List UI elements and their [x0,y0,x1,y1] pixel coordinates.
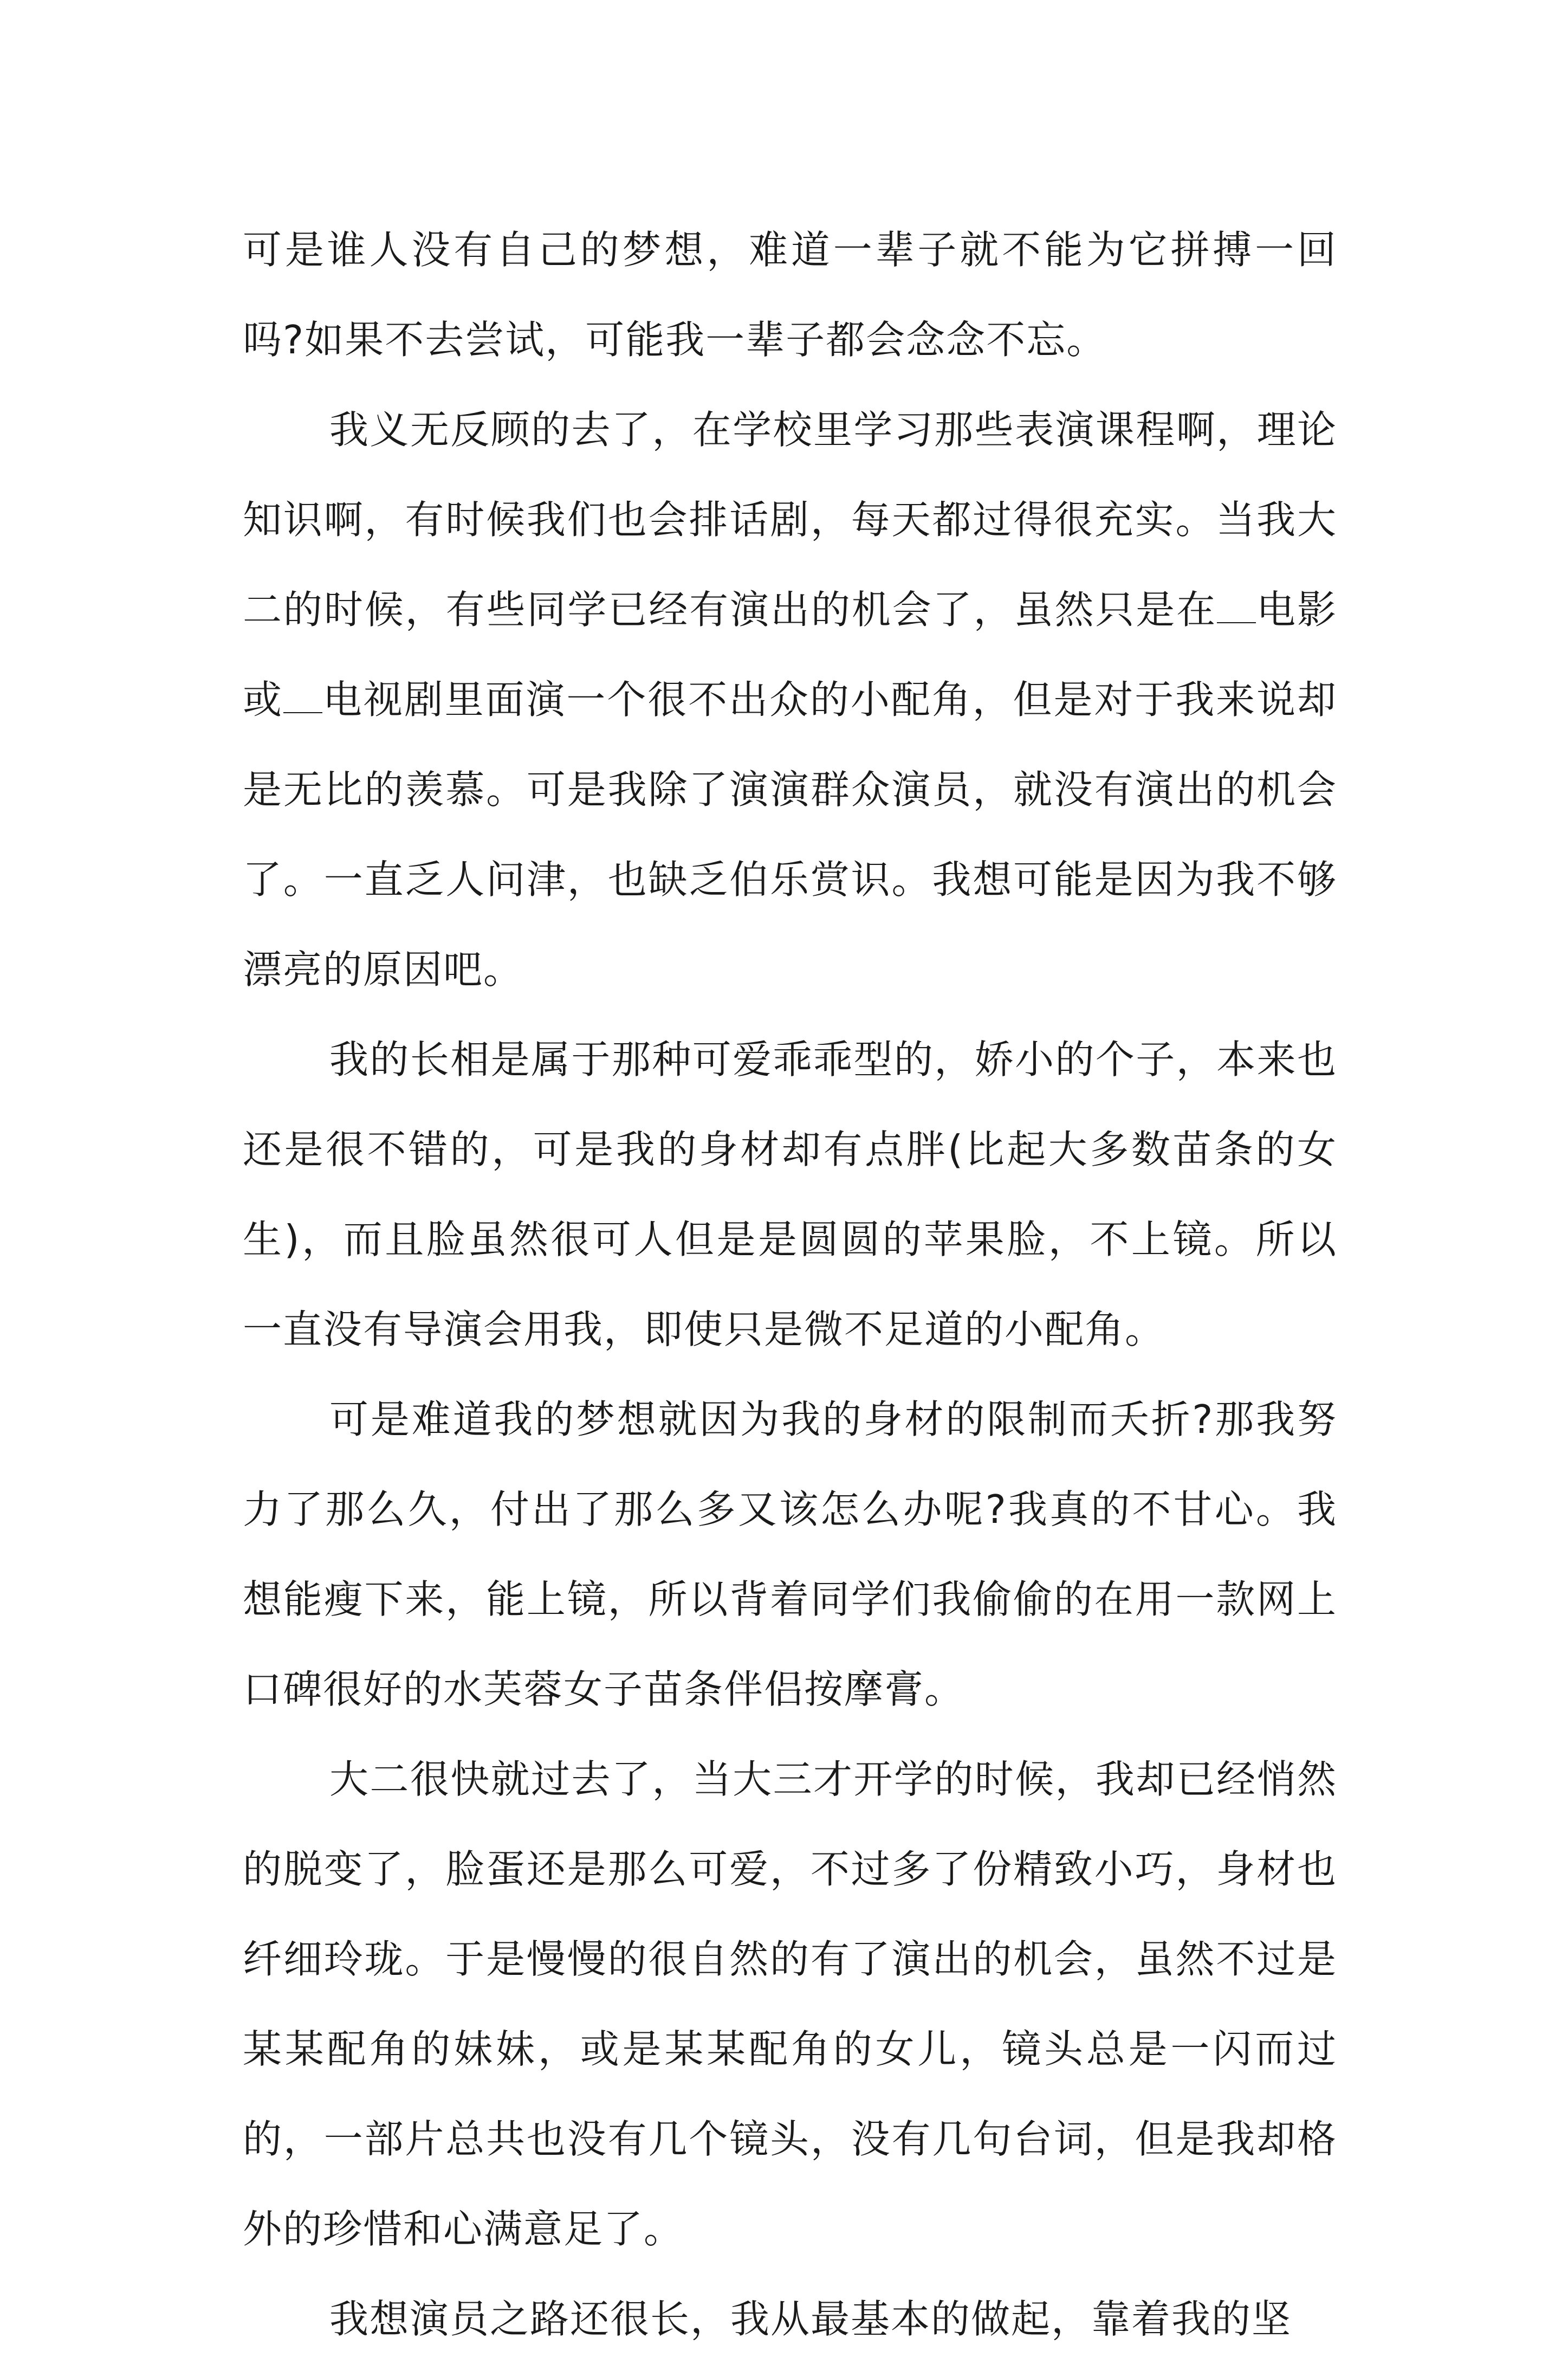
paragraph-6: 我想演员之路还很长，我从最基本的做起，靠着我的坚 [329,2296,1292,2342]
paragraph-3: 我的长相是属于那种可爱乖乖型的，娇小的个子，本来也还是很不错的，可是我的身材却有点胖(比起大多数苗条的女生)，而且脸虽然很可人但是是圆圆的苹果脸，不上镜。所以一直没有导演会用我，即使只是微不足道的小配角。 [243,1037,1337,1352]
paragraph-5: 大二很快就过去了，当大三才开学的时候，我却已经悄然的脱变了，脸蛋还是那么可爱，不过多了份精致小巧，身材也纤细玲珑。于是慢慢的很自然的有了演出的机会，虽然不过是某某配角的妹妹，或是某某配角的女儿，镜头总是一闪而过的，一部片总共也没有几个镜头，没有几句台词，但是我却格外的珍惜和心满意足了。 [243,1756,1337,2252]
paragraph-2-part-3: 电视剧里面演一个很不出众的小配角，但是对于我来说却是无比的羡慕。可是我除了演演群众演员，就没有演出的机会了。一直乏人问津，也缺乏伯乐赏识。我想可能是因为我不够漂亮的原因吧。 [243,677,1337,992]
paragraph-2-part-1: 我义无反顾的去了，在学校里学习那些表演课程啊，理论知识啊，有时候我们也会排话剧，每天都过得很充实。当我大二的时候，有些同学已经有演出的机会了，虽然只是在 [243,407,1337,632]
paragraph-2-part-2: 电影或 [243,587,1337,722]
paragraph-4: 可是难道我的梦想就因为我的身材的限制而夭折?那我努力了那么久，付出了那么多又该怎么办呢?我真的不甘心。我想能瘦下来，能上镜，所以背着同学们我偷偷的在用一款网上口碑很好的水芙蓉女子苗条伴侣按摩膏。 [243,1397,1337,1712]
blank-underline-2 [283,680,322,713]
blank-underline-1 [1217,590,1256,623]
paragraph-2 [243,385,1337,1015]
paragraph-1: 可是谁人没有自己的梦想，难道一辈子就不能为它拼搏一回吗?如果不去尝试，可能我一辈子都会念念不忘。 [243,227,1337,363]
body-text [243,205,1337,2364]
